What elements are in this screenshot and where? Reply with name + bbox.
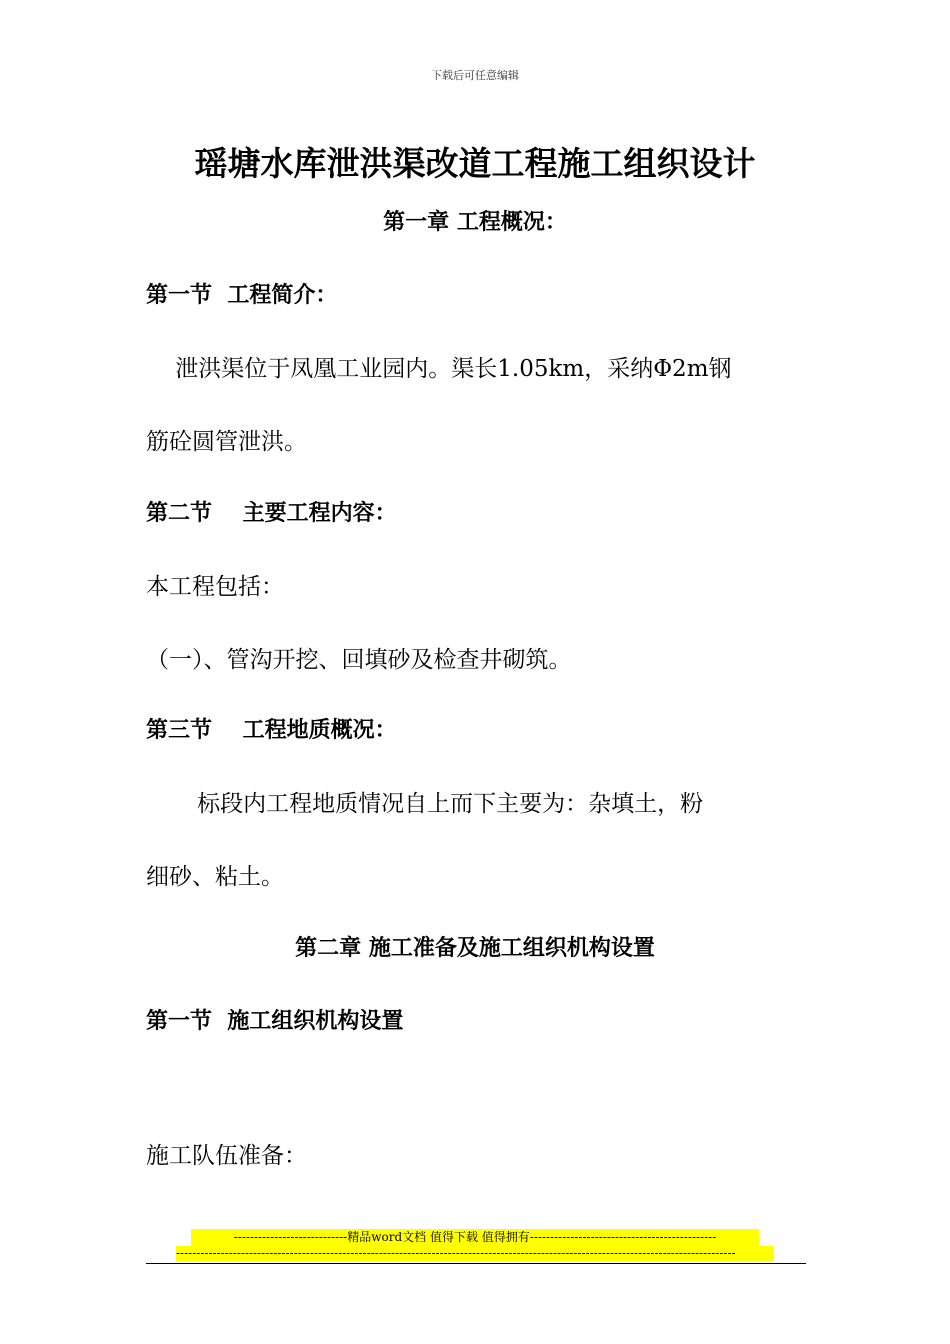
footer-banner-line-2: ------------------------------------------------------------------------------------------------------------------------------------------ bbox=[176, 1246, 774, 1261]
paragraph-4-line-1: 标段内工程地质情况自上而下主要为：杂填土，粉 bbox=[146, 791, 704, 817]
chapter-1-heading: 第一章 工程概况： bbox=[383, 210, 567, 235]
section-2-1-heading: 第一节 施工组织机构设置 bbox=[146, 1009, 404, 1034]
section-1-3-heading: 第三节 工程地质概况： bbox=[146, 718, 397, 743]
section-1-1-heading: 第一节 工程简介： bbox=[146, 283, 338, 308]
paragraph-5: 施工队伍准备： bbox=[146, 1143, 307, 1169]
paragraph-3: （一）、管沟开挖、回填砂及检查井砌筑。 bbox=[146, 647, 572, 673]
document-title: 瑶塘水库泄洪渠改道工程施工组织设计 bbox=[194, 144, 756, 183]
paragraph-2: 本工程包括： bbox=[146, 574, 284, 600]
paragraph-4-line-2: 细砂、粘土。 bbox=[146, 864, 284, 890]
paragraph-1-line-1: 泄洪渠位于凤凰工业园内。渠长1.05km，采纳Φ2m钢 bbox=[146, 356, 732, 382]
section-1-2-heading: 第二节 主要工程内容： bbox=[146, 501, 397, 526]
chapter-2-heading: 第二章 施工准备及施工组织机构设置 bbox=[295, 936, 655, 961]
paragraph-1-line-2: 筋砼圆管泄洪。 bbox=[146, 429, 307, 455]
footer-banner-line-1: ----------------------------精品word文档 值得下载 值得拥有---------------------------------------------- bbox=[191, 1229, 759, 1246]
footer-rule bbox=[146, 1263, 806, 1264]
header-note: 下载后可任意编辑 bbox=[431, 69, 519, 82]
